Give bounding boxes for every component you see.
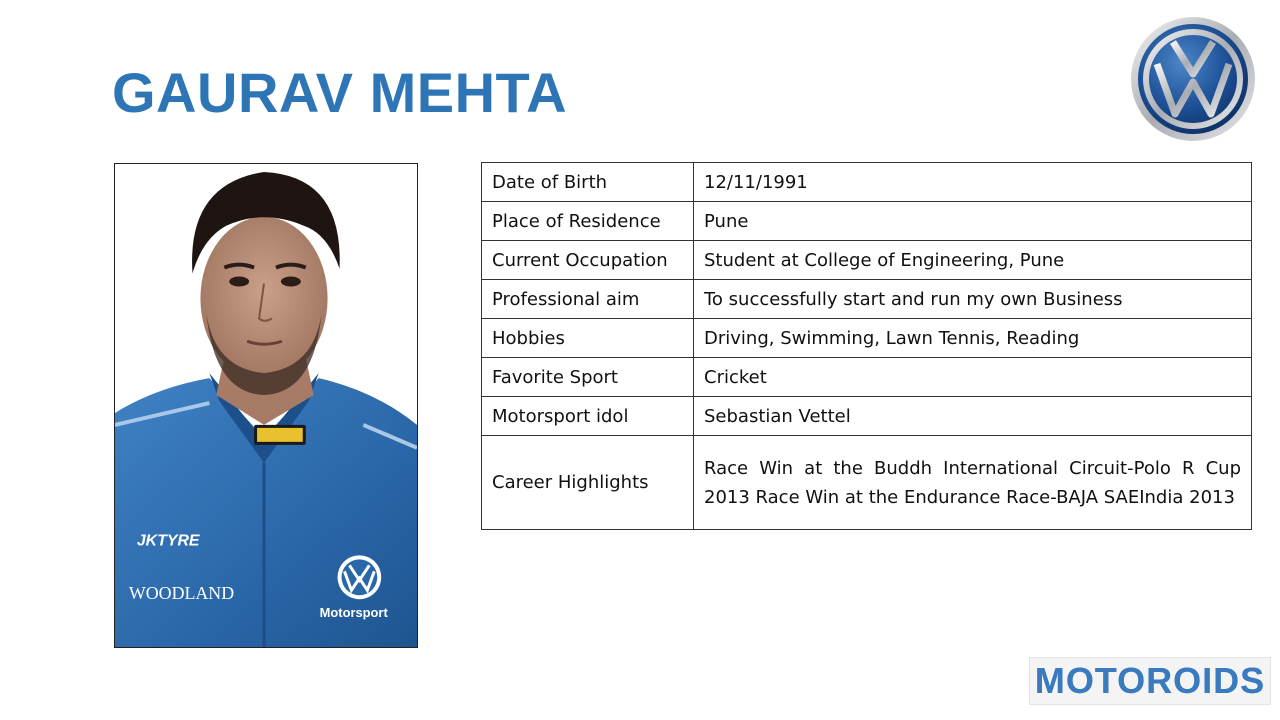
profile-table bbox=[481, 162, 1252, 530]
row-label: Current Occupation bbox=[482, 241, 694, 280]
row-value: Sebastian Vettel bbox=[694, 397, 1252, 436]
row-value: Driving, Swimming, Lawn Tennis, Reading bbox=[694, 319, 1252, 358]
table-row bbox=[482, 319, 1252, 358]
row-label: Place of Residence bbox=[482, 202, 694, 241]
motorsport-badge: Motorsport bbox=[319, 605, 388, 621]
row-label: Professional aim bbox=[482, 280, 694, 319]
table-row bbox=[482, 436, 1252, 530]
driver-portrait-icon bbox=[115, 164, 417, 647]
row-label: Hobbies bbox=[482, 319, 694, 358]
motoroids-wordmark: MOTOROIDS bbox=[1034, 660, 1266, 701]
row-value: Race Win at the Buddh International Circuit-Polo R Cup 2013 Race Win at the Endurance Race-BAJA SAEIndia 2013 bbox=[694, 436, 1252, 530]
table-row bbox=[482, 397, 1252, 436]
row-value: 12/11/1991 bbox=[694, 163, 1252, 202]
row-label: Career Highlights bbox=[482, 436, 694, 530]
row-label: Date of Birth bbox=[482, 163, 694, 202]
row-value: Pune bbox=[694, 202, 1252, 241]
page-title: GAURAV MEHTA bbox=[112, 61, 568, 124]
table-row bbox=[482, 358, 1252, 397]
row-value: Student at College of Engineering, Pune bbox=[694, 241, 1252, 280]
woodland-badge: WOODLAND bbox=[128, 583, 235, 604]
row-label: Favorite Sport bbox=[482, 358, 694, 397]
table-row bbox=[482, 202, 1252, 241]
table-row bbox=[482, 241, 1252, 280]
row-value: Cricket bbox=[694, 358, 1252, 397]
motoroids-watermark bbox=[1029, 657, 1271, 705]
volkswagen-logo-icon bbox=[1130, 16, 1256, 142]
jktyre-badge: JKTYRE bbox=[136, 532, 200, 550]
row-value: To successfully start and run my own Business bbox=[694, 280, 1252, 319]
driver-photo bbox=[114, 163, 418, 648]
row-label: Motorsport idol bbox=[482, 397, 694, 436]
table-row bbox=[482, 280, 1252, 319]
table-row bbox=[482, 163, 1252, 202]
